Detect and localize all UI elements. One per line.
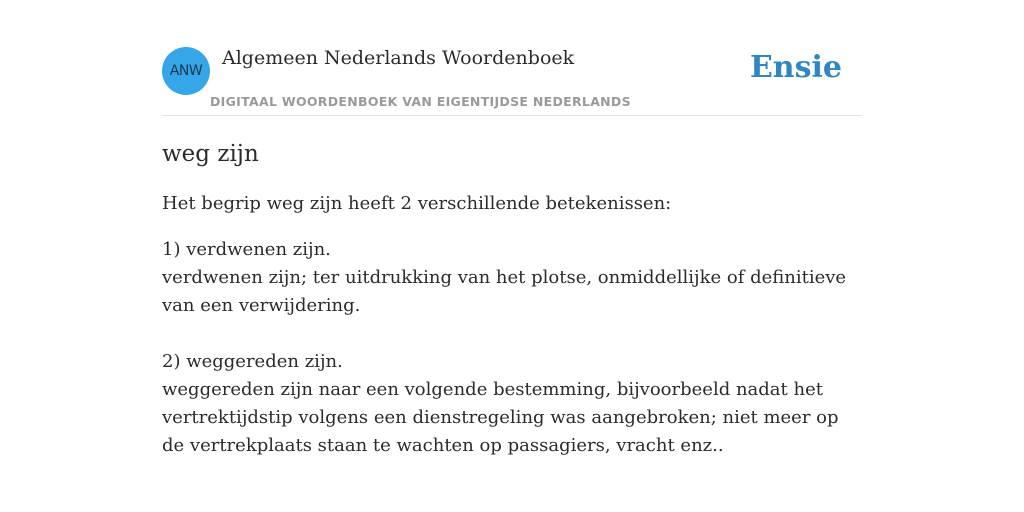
sense-definition: weggereden zijn naar een volgende bestemming, bijvoorbeeld nadat het vertrektijdstip volgens een dienstregeling was aangebroken; niet meer op de vertrekplaats staan te wachten op passagiers, vracht enz.. [162,379,839,456]
site-header [162,40,862,116]
entry-term: weg zijn [162,141,259,167]
ensie-brand-link[interactable]: Ensie [749,50,842,85]
sense-definition: verdwenen zijn; ter uitdrukking van het plotse, onmiddellijke of definitieve van een verwijdering. [162,267,847,316]
sense-heading: 1) verdwenen zijn. [162,239,331,260]
entry-intro: Het begrip weg zijn heeft 2 verschillende betekenissen: [162,193,672,214]
site-title[interactable]: Algemeen Nederlands Woordenboek [222,47,575,69]
logo-text: ANW [169,63,203,79]
entry-content [162,138,862,460]
sense-spacer [162,320,862,348]
site-subtitle: DIGITAAL WOORDENBOEK VAN EIGENTIJDSE NEDERLANDS [210,94,631,109]
anw-logo[interactable] [162,47,210,95]
sense-heading: 2) weggereden zijn. [162,351,343,372]
